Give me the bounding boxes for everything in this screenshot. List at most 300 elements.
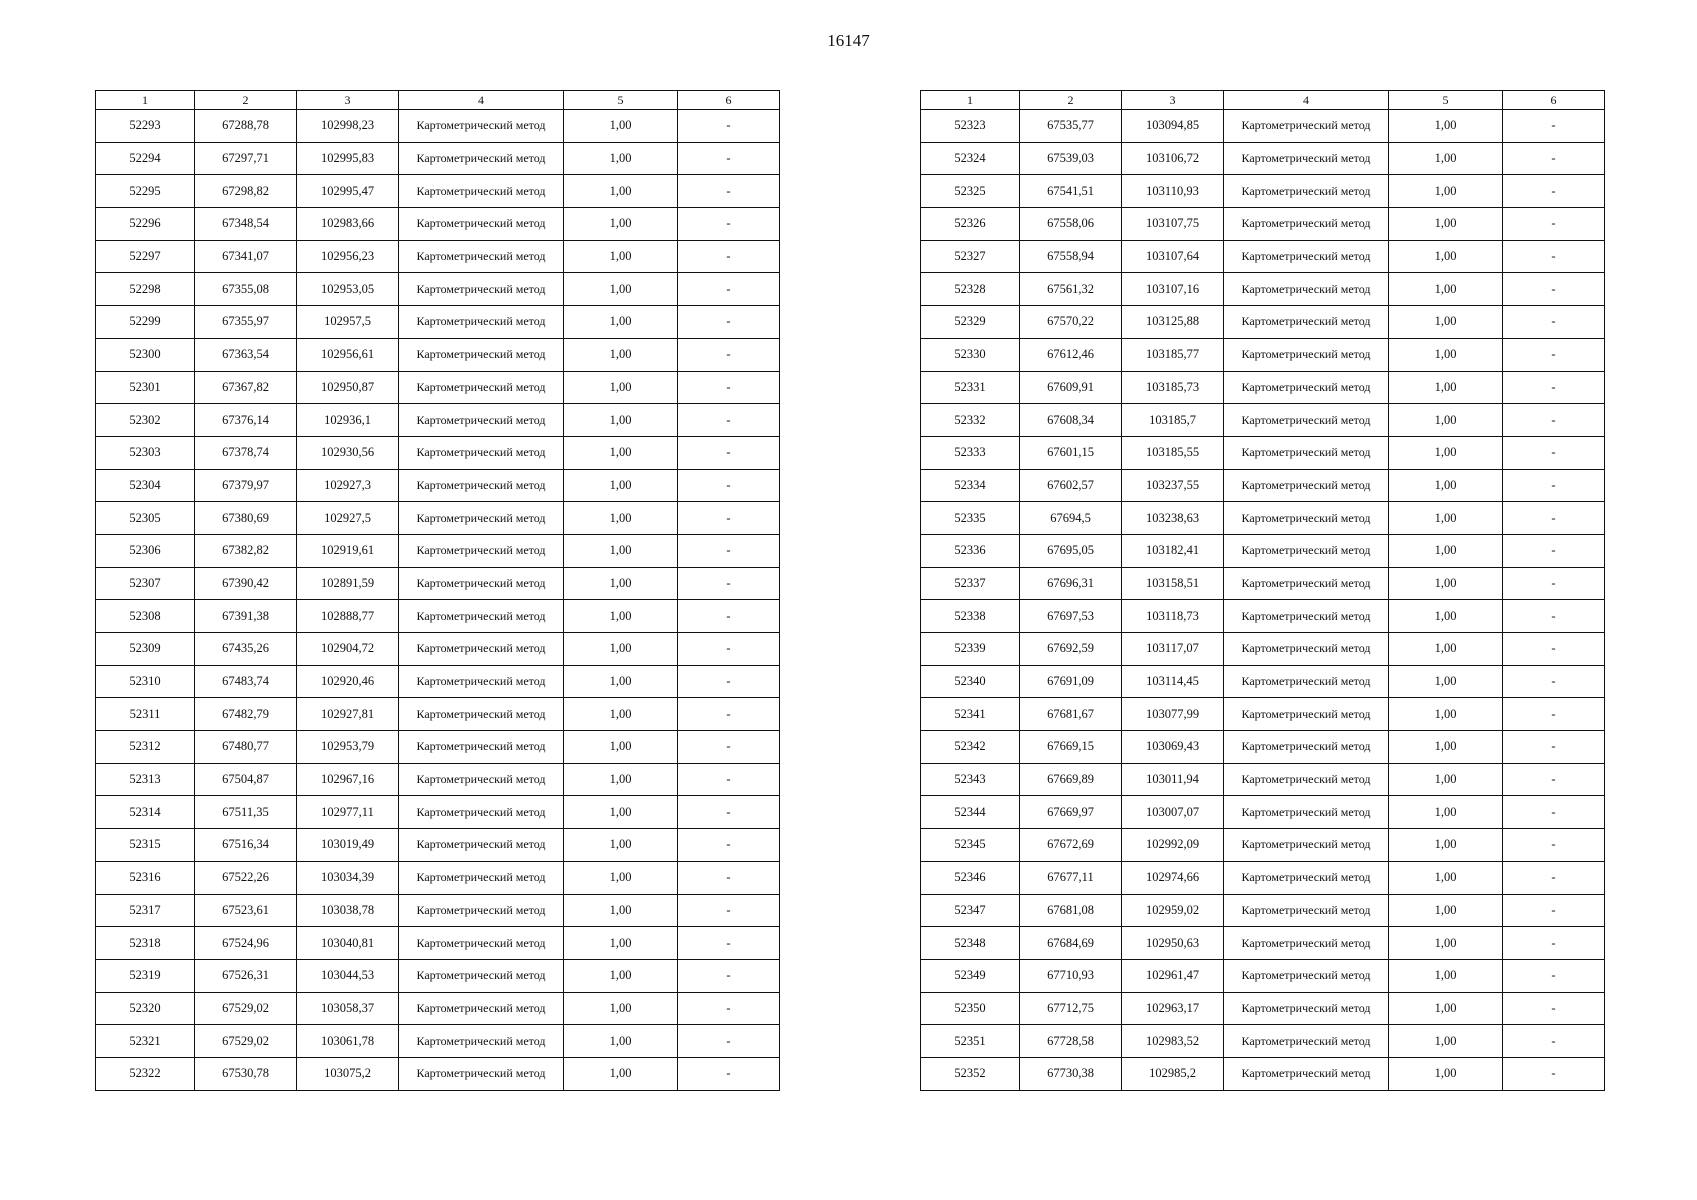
method-cell: Картометрический метод: [1224, 306, 1389, 339]
x-coordinate-cell: 67391,38: [195, 600, 297, 633]
table-row: [921, 731, 1605, 764]
y-coordinate-cell: 102995,83: [297, 142, 399, 175]
table-row: [96, 534, 780, 567]
description-cell: -: [1503, 208, 1605, 241]
method-cell: Картометрический метод: [399, 175, 564, 208]
description-cell: -: [1503, 763, 1605, 796]
accuracy-cell: 1,00: [564, 796, 678, 829]
table-row: [96, 927, 780, 960]
y-coordinate-cell: 102956,23: [297, 240, 399, 273]
x-coordinate-cell: 67355,97: [195, 306, 297, 339]
description-cell: -: [1503, 404, 1605, 437]
table-row: [96, 861, 780, 894]
method-cell: Картометрический метод: [1224, 829, 1389, 862]
point-number-cell: 52304: [96, 469, 195, 502]
method-cell: Картометрический метод: [399, 273, 564, 306]
description-cell: -: [678, 208, 780, 241]
description-cell: -: [1503, 338, 1605, 371]
x-coordinate-cell: 67728,58: [1020, 1025, 1122, 1058]
accuracy-cell: 1,00: [1389, 534, 1503, 567]
y-coordinate-cell: 103182,41: [1122, 534, 1224, 567]
description-cell: -: [678, 763, 780, 796]
y-coordinate-cell: 102983,52: [1122, 1025, 1224, 1058]
table-row: [96, 829, 780, 862]
point-number-cell: 52316: [96, 861, 195, 894]
table-row: [921, 829, 1605, 862]
x-coordinate-cell: 67609,91: [1020, 371, 1122, 404]
description-cell: -: [1503, 698, 1605, 731]
accuracy-cell: 1,00: [564, 502, 678, 535]
table-row: [96, 633, 780, 666]
method-cell: Картометрический метод: [1224, 404, 1389, 437]
method-cell: Картометрический метод: [1224, 633, 1389, 666]
description-cell: -: [1503, 567, 1605, 600]
point-number-cell: 52308: [96, 600, 195, 633]
point-number-cell: 52311: [96, 698, 195, 731]
accuracy-cell: 1,00: [1389, 894, 1503, 927]
method-cell: Картометрический метод: [1224, 371, 1389, 404]
table-row: [96, 175, 780, 208]
point-number-cell: 52341: [921, 698, 1020, 731]
point-number-cell: 52315: [96, 829, 195, 862]
column-header: 5: [564, 91, 678, 110]
column-header: 4: [1224, 91, 1389, 110]
accuracy-cell: 1,00: [564, 665, 678, 698]
y-coordinate-cell: 102919,61: [297, 534, 399, 567]
description-cell: -: [1503, 436, 1605, 469]
point-number-cell: 52330: [921, 338, 1020, 371]
accuracy-cell: 1,00: [564, 731, 678, 764]
table-row: [96, 273, 780, 306]
accuracy-cell: 1,00: [564, 861, 678, 894]
description-cell: -: [1503, 633, 1605, 666]
accuracy-cell: 1,00: [564, 698, 678, 731]
x-coordinate-cell: 67511,35: [195, 796, 297, 829]
table-row: [96, 436, 780, 469]
x-coordinate-cell: 67677,11: [1020, 861, 1122, 894]
table-row: [921, 959, 1605, 992]
accuracy-cell: 1,00: [564, 763, 678, 796]
point-number-cell: 52322: [96, 1057, 195, 1090]
point-number-cell: 52296: [96, 208, 195, 241]
x-coordinate-cell: 67379,97: [195, 469, 297, 502]
point-number-cell: 52344: [921, 796, 1020, 829]
accuracy-cell: 1,00: [564, 1025, 678, 1058]
description-cell: -: [1503, 306, 1605, 339]
table-row: [96, 306, 780, 339]
table-row: [921, 1025, 1605, 1058]
method-cell: Картометрический метод: [1224, 567, 1389, 600]
point-number-cell: 52336: [921, 534, 1020, 567]
y-coordinate-cell: 103019,49: [297, 829, 399, 862]
description-cell: -: [1503, 927, 1605, 960]
y-coordinate-cell: 102995,47: [297, 175, 399, 208]
point-number-cell: 52331: [921, 371, 1020, 404]
table-row: [921, 796, 1605, 829]
accuracy-cell: 1,00: [1389, 436, 1503, 469]
description-cell: -: [1503, 142, 1605, 175]
point-number-cell: 52310: [96, 665, 195, 698]
method-cell: Картометрический метод: [399, 1057, 564, 1090]
x-coordinate-cell: 67504,87: [195, 763, 297, 796]
x-coordinate-cell: 67523,61: [195, 894, 297, 927]
y-coordinate-cell: 103107,75: [1122, 208, 1224, 241]
table-row: [921, 861, 1605, 894]
x-coordinate-cell: 67602,57: [1020, 469, 1122, 502]
point-number-cell: 52335: [921, 502, 1020, 535]
column-header: 3: [1122, 91, 1224, 110]
description-cell: -: [678, 338, 780, 371]
table-row: [96, 731, 780, 764]
x-coordinate-cell: 67480,77: [195, 731, 297, 764]
page-number: 16147: [827, 31, 870, 50]
accuracy-cell: 1,00: [1389, 306, 1503, 339]
column-header: 4: [399, 91, 564, 110]
description-cell: -: [678, 404, 780, 437]
y-coordinate-cell: 103011,94: [1122, 763, 1224, 796]
x-coordinate-cell: 67378,74: [195, 436, 297, 469]
table-row: [921, 371, 1605, 404]
accuracy-cell: 1,00: [1389, 273, 1503, 306]
description-cell: -: [678, 534, 780, 567]
table-row: [96, 469, 780, 502]
point-number-cell: 52326: [921, 208, 1020, 241]
method-cell: Картометрический метод: [1224, 502, 1389, 535]
point-number-cell: 52295: [96, 175, 195, 208]
table-row: [96, 502, 780, 535]
description-cell: -: [1503, 959, 1605, 992]
description-cell: -: [1503, 502, 1605, 535]
point-number-cell: 52319: [96, 959, 195, 992]
column-header: 5: [1389, 91, 1503, 110]
x-coordinate-cell: 67482,79: [195, 698, 297, 731]
table-row: [921, 110, 1605, 143]
accuracy-cell: 1,00: [1389, 175, 1503, 208]
table-row: [921, 502, 1605, 535]
table-row: [96, 1057, 780, 1090]
table-row: [921, 175, 1605, 208]
accuracy-cell: 1,00: [564, 175, 678, 208]
x-coordinate-cell: 67435,26: [195, 633, 297, 666]
x-coordinate-cell: 67382,82: [195, 534, 297, 567]
description-cell: -: [678, 861, 780, 894]
point-number-cell: 52300: [96, 338, 195, 371]
y-coordinate-cell: 103058,37: [297, 992, 399, 1025]
table-row: [921, 1057, 1605, 1090]
x-coordinate-cell: 67558,06: [1020, 208, 1122, 241]
point-number-cell: 52307: [96, 567, 195, 600]
accuracy-cell: 1,00: [1389, 371, 1503, 404]
method-cell: Картометрический метод: [1224, 600, 1389, 633]
accuracy-cell: 1,00: [1389, 698, 1503, 731]
accuracy-cell: 1,00: [1389, 110, 1503, 143]
method-cell: Картометрический метод: [399, 240, 564, 273]
point-number-cell: 52312: [96, 731, 195, 764]
y-coordinate-cell: 102961,47: [1122, 959, 1224, 992]
y-coordinate-cell: 103158,51: [1122, 567, 1224, 600]
y-coordinate-cell: 103040,81: [297, 927, 399, 960]
y-coordinate-cell: 103185,77: [1122, 338, 1224, 371]
method-cell: Картометрический метод: [1224, 698, 1389, 731]
y-coordinate-cell: 103185,7: [1122, 404, 1224, 437]
column-header: 6: [1503, 91, 1605, 110]
method-cell: Картометрический метод: [1224, 338, 1389, 371]
point-number-cell: 52323: [921, 110, 1020, 143]
column-header: 1: [96, 91, 195, 110]
method-cell: Картометрический метод: [399, 796, 564, 829]
y-coordinate-cell: 102959,02: [1122, 894, 1224, 927]
point-number-cell: 52329: [921, 306, 1020, 339]
point-number-cell: 52328: [921, 273, 1020, 306]
point-number-cell: 52337: [921, 567, 1020, 600]
accuracy-cell: 1,00: [564, 927, 678, 960]
method-cell: Картометрический метод: [399, 861, 564, 894]
x-coordinate-cell: 67669,15: [1020, 731, 1122, 764]
x-coordinate-cell: 67288,78: [195, 110, 297, 143]
y-coordinate-cell: 102950,63: [1122, 927, 1224, 960]
accuracy-cell: 1,00: [1389, 240, 1503, 273]
method-cell: Картометрический метод: [1224, 665, 1389, 698]
x-coordinate-cell: 67669,89: [1020, 763, 1122, 796]
x-coordinate-cell: 67694,5: [1020, 502, 1122, 535]
accuracy-cell: 1,00: [1389, 338, 1503, 371]
description-cell: -: [678, 502, 780, 535]
point-number-cell: 52349: [921, 959, 1020, 992]
point-number-cell: 52333: [921, 436, 1020, 469]
x-coordinate-cell: 67355,08: [195, 273, 297, 306]
y-coordinate-cell: 102936,1: [297, 404, 399, 437]
description-cell: -: [678, 567, 780, 600]
point-number-cell: 52345: [921, 829, 1020, 862]
description-cell: -: [678, 436, 780, 469]
coordinates-table-left: [95, 90, 780, 1091]
point-number-cell: 52313: [96, 763, 195, 796]
table-header-row: [96, 91, 780, 110]
accuracy-cell: 1,00: [1389, 633, 1503, 666]
description-cell: -: [1503, 469, 1605, 502]
table-row: [96, 796, 780, 829]
description-cell: -: [678, 600, 780, 633]
table-header-row: [921, 91, 1605, 110]
point-number-cell: 52294: [96, 142, 195, 175]
column-header: 6: [678, 91, 780, 110]
table-row: [921, 600, 1605, 633]
table-row: [921, 894, 1605, 927]
y-coordinate-cell: 103185,55: [1122, 436, 1224, 469]
x-coordinate-cell: 67684,69: [1020, 927, 1122, 960]
point-number-cell: 52351: [921, 1025, 1020, 1058]
y-coordinate-cell: 103075,2: [297, 1057, 399, 1090]
column-header: 3: [297, 91, 399, 110]
accuracy-cell: 1,00: [1389, 1025, 1503, 1058]
point-number-cell: 52325: [921, 175, 1020, 208]
method-cell: Картометрический метод: [399, 502, 564, 535]
table-row: [96, 894, 780, 927]
point-number-cell: 52338: [921, 600, 1020, 633]
point-number-cell: 52321: [96, 1025, 195, 1058]
method-cell: Картометрический метод: [399, 992, 564, 1025]
point-number-cell: 52339: [921, 633, 1020, 666]
description-cell: -: [678, 240, 780, 273]
method-cell: Картометрический метод: [399, 208, 564, 241]
description-cell: -: [1503, 273, 1605, 306]
point-number-cell: 52320: [96, 992, 195, 1025]
accuracy-cell: 1,00: [1389, 567, 1503, 600]
method-cell: Картометрический метод: [1224, 861, 1389, 894]
table-row: [96, 208, 780, 241]
method-cell: Картометрический метод: [399, 829, 564, 862]
y-coordinate-cell: 103237,55: [1122, 469, 1224, 502]
y-coordinate-cell: 102930,56: [297, 436, 399, 469]
description-cell: -: [678, 110, 780, 143]
method-cell: Картометрический метод: [399, 338, 564, 371]
accuracy-cell: 1,00: [1389, 861, 1503, 894]
accuracy-cell: 1,00: [564, 959, 678, 992]
accuracy-cell: 1,00: [1389, 959, 1503, 992]
x-coordinate-cell: 67529,02: [195, 992, 297, 1025]
description-cell: -: [678, 698, 780, 731]
x-coordinate-cell: 67376,14: [195, 404, 297, 437]
description-cell: -: [678, 273, 780, 306]
y-coordinate-cell: 103034,39: [297, 861, 399, 894]
y-coordinate-cell: 102927,3: [297, 469, 399, 502]
accuracy-cell: 1,00: [1389, 600, 1503, 633]
x-coordinate-cell: 67535,77: [1020, 110, 1122, 143]
x-coordinate-cell: 67529,02: [195, 1025, 297, 1058]
point-number-cell: 52293: [96, 110, 195, 143]
accuracy-cell: 1,00: [1389, 796, 1503, 829]
method-cell: Картометрический метод: [399, 927, 564, 960]
x-coordinate-cell: 67348,54: [195, 208, 297, 241]
description-cell: -: [678, 1057, 780, 1090]
method-cell: Картометрический метод: [399, 894, 564, 927]
x-coordinate-cell: 67669,97: [1020, 796, 1122, 829]
point-number-cell: 52301: [96, 371, 195, 404]
table-row: [96, 240, 780, 273]
table-row: [921, 273, 1605, 306]
method-cell: Картометрический метод: [1224, 1025, 1389, 1058]
x-coordinate-cell: 67697,53: [1020, 600, 1122, 633]
x-coordinate-cell: 67530,78: [195, 1057, 297, 1090]
y-coordinate-cell: 102953,05: [297, 273, 399, 306]
x-coordinate-cell: 67710,93: [1020, 959, 1122, 992]
point-number-cell: 52346: [921, 861, 1020, 894]
table-row: [96, 959, 780, 992]
x-coordinate-cell: 67692,59: [1020, 633, 1122, 666]
point-number-cell: 52350: [921, 992, 1020, 1025]
point-number-cell: 52352: [921, 1057, 1020, 1090]
y-coordinate-cell: 103044,53: [297, 959, 399, 992]
y-coordinate-cell: 102967,16: [297, 763, 399, 796]
x-coordinate-cell: 67522,26: [195, 861, 297, 894]
x-coordinate-cell: 67608,34: [1020, 404, 1122, 437]
y-coordinate-cell: 102998,23: [297, 110, 399, 143]
y-coordinate-cell: 102920,46: [297, 665, 399, 698]
table-row: [921, 404, 1605, 437]
accuracy-cell: 1,00: [564, 338, 678, 371]
x-coordinate-cell: 67390,42: [195, 567, 297, 600]
point-number-cell: 52347: [921, 894, 1020, 927]
table-row: [96, 600, 780, 633]
table-row: [921, 208, 1605, 241]
method-cell: Картометрический метод: [1224, 110, 1389, 143]
table-row: [921, 338, 1605, 371]
accuracy-cell: 1,00: [1389, 829, 1503, 862]
accuracy-cell: 1,00: [564, 208, 678, 241]
x-coordinate-cell: 67541,51: [1020, 175, 1122, 208]
accuracy-cell: 1,00: [564, 567, 678, 600]
method-cell: Картометрический метод: [1224, 142, 1389, 175]
method-cell: Картометрический метод: [399, 633, 564, 666]
accuracy-cell: 1,00: [564, 894, 678, 927]
y-coordinate-cell: 102983,66: [297, 208, 399, 241]
method-cell: Картометрический метод: [399, 959, 564, 992]
description-cell: -: [1503, 175, 1605, 208]
method-cell: Картометрический метод: [1224, 208, 1389, 241]
point-number-cell: 52297: [96, 240, 195, 273]
table-row: [921, 633, 1605, 666]
point-number-cell: 52343: [921, 763, 1020, 796]
accuracy-cell: 1,00: [564, 534, 678, 567]
method-cell: Картометрический метод: [399, 534, 564, 567]
y-coordinate-cell: 102957,5: [297, 306, 399, 339]
description-cell: -: [678, 796, 780, 829]
y-coordinate-cell: 102950,87: [297, 371, 399, 404]
description-cell: -: [1503, 861, 1605, 894]
description-cell: -: [1503, 110, 1605, 143]
method-cell: Картометрический метод: [399, 763, 564, 796]
y-coordinate-cell: 103107,16: [1122, 273, 1224, 306]
accuracy-cell: 1,00: [564, 829, 678, 862]
y-coordinate-cell: 103094,85: [1122, 110, 1224, 143]
description-cell: -: [1503, 731, 1605, 764]
description-cell: -: [1503, 371, 1605, 404]
x-coordinate-cell: 67712,75: [1020, 992, 1122, 1025]
table-row: [921, 469, 1605, 502]
point-number-cell: 52298: [96, 273, 195, 306]
y-coordinate-cell: 102891,59: [297, 567, 399, 600]
accuracy-cell: 1,00: [1389, 1057, 1503, 1090]
coordinates-table-right: [920, 90, 1605, 1091]
description-cell: -: [678, 306, 780, 339]
point-number-cell: 52317: [96, 894, 195, 927]
description-cell: -: [678, 829, 780, 862]
table-row: [96, 338, 780, 371]
method-cell: Картометрический метод: [399, 600, 564, 633]
y-coordinate-cell: 103069,43: [1122, 731, 1224, 764]
table-row: [921, 763, 1605, 796]
accuracy-cell: 1,00: [564, 371, 678, 404]
method-cell: Картометрический метод: [1224, 436, 1389, 469]
accuracy-cell: 1,00: [564, 142, 678, 175]
table-body-right: [921, 110, 1605, 1091]
description-cell: -: [678, 992, 780, 1025]
y-coordinate-cell: 102985,2: [1122, 1057, 1224, 1090]
table-row: [96, 992, 780, 1025]
table-row: [96, 698, 780, 731]
point-number-cell: 52324: [921, 142, 1020, 175]
column-header: 1: [921, 91, 1020, 110]
y-coordinate-cell: 102956,61: [297, 338, 399, 371]
x-coordinate-cell: 67526,31: [195, 959, 297, 992]
accuracy-cell: 1,00: [564, 306, 678, 339]
accuracy-cell: 1,00: [1389, 731, 1503, 764]
x-coordinate-cell: 67681,67: [1020, 698, 1122, 731]
column-header: 2: [195, 91, 297, 110]
table-row: [96, 142, 780, 175]
x-coordinate-cell: 67695,05: [1020, 534, 1122, 567]
accuracy-cell: 1,00: [564, 273, 678, 306]
